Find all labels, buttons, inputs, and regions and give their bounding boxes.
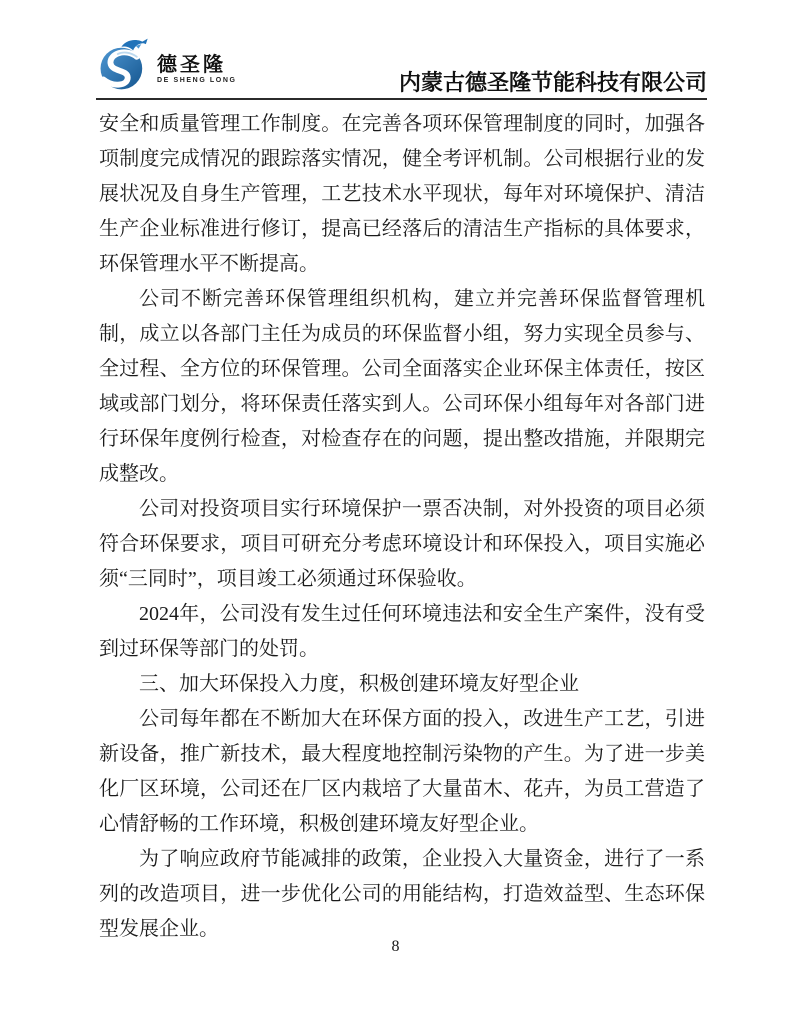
dragon-s-logo-icon <box>96 34 154 94</box>
document-body <box>99 107 705 947</box>
paragraph-3: 公司对投资项目实行环境保护一票否决制，对外投资的项目必须符合环保要求，项目可研充分考虑环境设计和环保投入，项目实施必须“三同时”，项目竣工必须通过环保验收。 <box>99 498 705 590</box>
page-footer <box>0 938 791 956</box>
paragraph-1: 安全和质量管理工作制度。在完善各项环保管理制度的同时，加强各项制度完成情况的跟踪落实情况，健全考评机制。公司根据行业的发展状况及自身生产管理，工艺技术水平现状，每年对环境保护、清洁生产企业标准进行修订，提高已经落后的清洁生产指标的具体要求，环保管理水平不断提高。 <box>99 113 705 275</box>
section-heading: 三、加大环保投入力度，积极创建环境友好型企业 <box>139 673 579 695</box>
paragraph-4: 2024年，公司没有发生过任何环境违法和安全生产案件，没有受到过环保等部门的处罚。 <box>99 603 705 660</box>
company-logo <box>96 34 237 94</box>
page-header <box>96 30 707 100</box>
page-number: 8 <box>391 938 400 955</box>
paragraph-2: 公司不断完善环保管理组织机构，建立并完善环保监督管理机制，成立以各部门主任为成员的环保监督小组，努力实现全员参与、全过程、全方位的环保管理。公司全面落实企业环保主体责任，按区域或部门划分，将环保责任落实到人。公司环保小组每年对各部门进行环保年度例行检查，对检查存在的问题，提出整改措施，并限期完成整改。 <box>99 288 705 485</box>
paragraph-6: 为了响应政府节能减排的政策，企业投入大量资金，进行了一系列的改造项目，进一步优化公司的用能结构，打造效益型、生态环保型发展企业。 <box>99 848 705 940</box>
paragraph-5: 公司每年都在不断加大在环保方面的投入，改进生产工艺，引进新设备，推广新技术，最大程度地控制污染物的产生。为了进一步美化厂区环境，公司还在厂区内栽培了大量苗木、花卉，为员工营造了心情舒畅的工作环境，积极创建环境友好型企业。 <box>99 708 705 835</box>
logo-name-en: DE SHENG LONG <box>157 76 237 84</box>
logo-name-cn: 德圣隆 <box>157 53 226 76</box>
company-name: 内蒙古德圣隆节能科技有限公司 <box>398 70 707 95</box>
logo-text-block <box>157 54 237 85</box>
